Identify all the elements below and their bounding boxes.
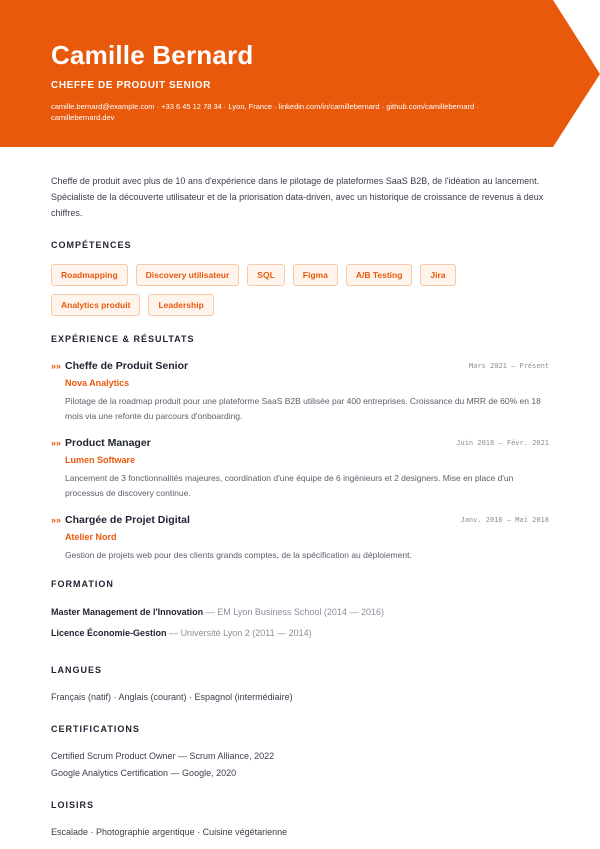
section-title-languages: LANGUES xyxy=(51,665,103,675)
section-title-certifications: CERTIFICATIONS xyxy=(51,724,140,734)
profile-summary: Cheffe de produit avec plus de 10 ans d'expérience dans le pilotage de plateformes SaaS B2B, de l'idéation au lancement. Spécialiste de la découverte utilisateur et de la priorisation data-driven, avec un historique de croissance de revenus à deux chiffres. xyxy=(51,176,544,218)
education-section xyxy=(51,579,549,639)
skill-tag: Discovery utilisateur xyxy=(136,264,240,286)
education-entry xyxy=(51,606,549,618)
job-entry xyxy=(51,437,549,501)
education-school: Université Lyon 2 (2011 — 2014) xyxy=(180,628,312,638)
job-entry xyxy=(51,514,549,563)
candidate-role: CHEFFE DE PRODUIT SENIOR xyxy=(51,80,211,91)
experience-section xyxy=(51,334,549,563)
skills-section xyxy=(51,240,549,316)
skill-tag: Roadmapping xyxy=(51,264,128,286)
job-header xyxy=(51,514,549,528)
education-school: EM Lyon Business School (2014 — 2016) xyxy=(217,607,384,617)
job-company: Lumen Software xyxy=(65,455,136,465)
skill-tag: Leadership xyxy=(148,294,213,316)
resume-body xyxy=(51,173,549,221)
education-entry xyxy=(51,627,549,639)
section-title-skills: COMPÉTENCES xyxy=(51,240,132,250)
certification-item: Certified Scrum Product Owner — Scrum Alliance, 2022 xyxy=(51,751,275,761)
hobbies-text: Escalade · Photographie argentique · Cuisine végétarienne xyxy=(51,827,288,837)
certifications-section xyxy=(51,724,549,782)
languages-text: Français (natif) · Anglais (courant) · Espagnol (intermédiaire) xyxy=(51,692,293,702)
bullet-arrow-icon: »» xyxy=(51,515,62,525)
job-description: Gestion de projets web pour des clients grands comptes, de la spécification au déploiement. xyxy=(65,550,412,560)
contact-line: camille.bernard@example.com · +33 6 45 12 78 34 · Lyon, France · linkedin.com/in/camillebernard · github.com/camillebernard · camillebernard.dev xyxy=(51,102,479,122)
job-header xyxy=(51,437,549,451)
bullet-arrow-icon: »» xyxy=(51,361,62,371)
header-banner xyxy=(0,0,600,147)
job-entry xyxy=(51,360,549,424)
skill-tag: Analytics produit xyxy=(51,294,140,316)
skill-tag: SQL xyxy=(247,264,284,286)
candidate-name: Camille Bernard xyxy=(51,40,254,70)
job-dates: Mars 2021 — Présent xyxy=(468,362,549,370)
education-degree: Licence Économie-Gestion xyxy=(51,628,167,638)
education-separator: — xyxy=(169,628,179,638)
education-degree: Master Management de l'Innovation xyxy=(51,607,204,617)
job-company: Atelier Nord xyxy=(65,532,117,542)
job-company: Nova Analytics xyxy=(65,378,130,388)
job-description: Pilotage de la roadmap produit pour une plateforme SaaS B2B utilisée par 400 entreprises. Croissance du MRR de 60% en 18 mois via une refonte du parcours d'onboarding. xyxy=(65,396,541,421)
job-description: Lancement de 3 fonctionnalités majeures, coordination d'une équipe de 6 ingénieurs et 2 designers. Mise en place d'un processus de discovery continue. xyxy=(65,473,514,498)
job-dates: Juin 2018 — Févr. 2021 xyxy=(456,439,549,447)
job-title: Product Manager xyxy=(65,437,151,449)
job-title: Chargée de Projet Digital xyxy=(65,514,190,526)
skill-tag: Jira xyxy=(420,264,455,286)
education-separator: — xyxy=(205,607,215,617)
section-title-experience: EXPÉRIENCE & RÉSULTATS xyxy=(51,334,195,344)
hobbies-section xyxy=(51,800,549,841)
languages-section xyxy=(51,665,549,706)
skill-tag: Figma xyxy=(293,264,338,286)
section-title-education: FORMATION xyxy=(51,579,114,589)
job-dates: Janv. 2016 — Mai 2018 xyxy=(460,516,549,524)
bullet-arrow-icon: »» xyxy=(51,438,62,448)
header-content xyxy=(51,40,521,123)
section-title-hobbies: LOISIRS xyxy=(51,800,95,810)
certification-item: Google Analytics Certification — Google, 2020 xyxy=(51,768,237,778)
skills-tags xyxy=(51,264,549,316)
job-title: Cheffe de Produit Senior xyxy=(65,360,189,372)
job-header xyxy=(51,360,549,374)
skill-tag: A/B Testing xyxy=(346,264,413,286)
